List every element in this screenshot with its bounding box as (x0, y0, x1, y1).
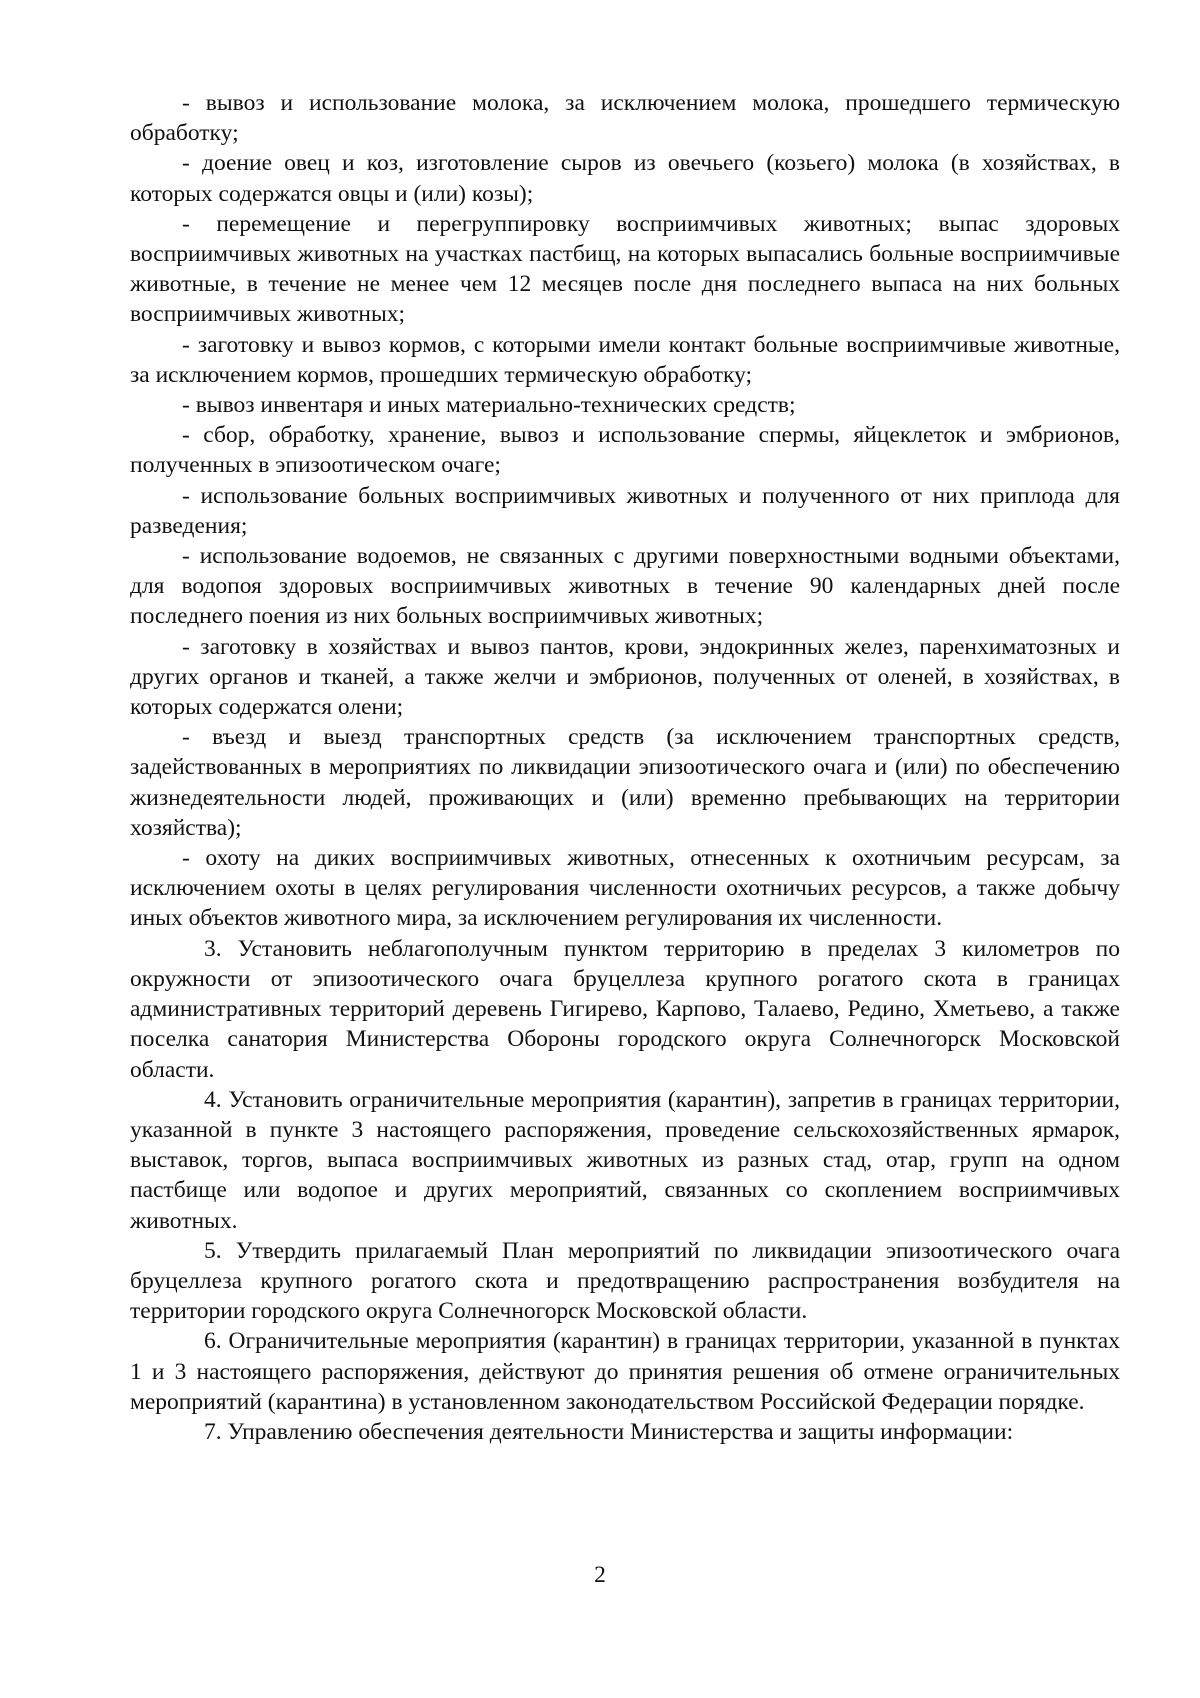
list-item-sperm: - сбор, обработку, хранение, вывоз и использование спермы, яйцеклеток и эмбрионов, полученных в эпизоотическом очаге; (130, 422, 1120, 479)
clause-4: 4. Установить ограничительные мероприятия (карантин), запретив в границах территории, указанной в пункте 3 настоящего распоряжения, проведение сельскохозяйственных ярмарок, выставок, торгов, выпаса восприимчивых животных из разных стад, отар, групп на одном пастбище или водопое и других мероприятий, связанных со скоплением восприимчивых животных. (130, 1086, 1120, 1234)
list-item-feed: - заготовку и вывоз кормов, с которыми имели контакт больные восприимчивые животные, за исключением кормов, прошедших термическую обработку; (130, 331, 1120, 388)
list-item-breeding: - использование больных восприимчивых животных и полученного от них приплода для разведения; (130, 482, 1120, 539)
list-item-milk: - вывоз и использование молока, за исключением молока, прошедшего термическую обработку; (130, 90, 1120, 147)
list-item-inventory: - вывоз инвентаря и иных материально-технических средств; (182, 392, 796, 419)
list-item-grazing: - перемещение и перегруппировку восприимчивых животных; выпас здоровых восприимчивых животных на участках пастбищ, на которых выпасались больные восприимчивые животные, в течение не менее чем 12 месяцев после дня последнего выпаса на них больных восприимчивых животных; (130, 210, 1120, 328)
list-item-deer: - заготовку в хозяйствах и вывоз пантов, крови, эндокринных желез, паренхиматозных и других органов и тканей, а также желчи и эмбрионов, полученных от оленей, в хозяйствах, в которых содержатся олени; (130, 633, 1120, 721)
clause-7: 7. Управлению обеспечения деятельности Министерства и защиты информации: (204, 1418, 1014, 1445)
clause-5: 5. Утвердить прилагаемый План мероприятий по ликвидации эпизоотического очага бруцеллеза крупного рогатого скота и предотвращению распространения возбудителя на территории городского округа Солнечногорск Московской области. (130, 1237, 1120, 1325)
document-body (130, 88, 1120, 1447)
page-number: 2 (594, 1562, 606, 1588)
list-item-milking: - доение овец и коз, изготовление сыров из овечьего (козьего) молока (в хозяйствах, в которых содержатся овцы и (или) козы); (130, 150, 1120, 207)
list-item-hunting: - охоту на диких восприимчивых животных, отнесенных к охотничьим ресурсам, за исключением охоты в целях регулирования численности охотничьих ресурсов, а также добычу иных объектов животного мира, за исключением регулирования их численности. (130, 845, 1120, 932)
list-item-water: - использование водоемов, не связанных с другими поверхностными водными объектами, для водопоя здоровых восприимчивых животных в течение 90 календарных дней после последнего поения из них больных восприимчивых животных; (130, 543, 1120, 630)
clause-6: 6. Ограничительные мероприятия (карантин) в границах территории, указанной в пунктах 1 и 3 настоящего распоряжения, действуют до принятия решения об отмене ограничительных мероприятий (карантина) в установленном законодательством Российской Федерации порядке. (130, 1328, 1120, 1415)
clause-3: 3. Установить неблагополучным пунктом территорию в пределах 3 километров по окружности от эпизоотического очага бруцеллеза крупного рогатого скота в границах административных территорий деревень Гигирево, Карпово, Талаево, Редино, Хметьево, а также поселка санатория Министерства Обороны городского округа Солнечногорск Московской области. (130, 935, 1120, 1083)
list-item-vehicles: - въезд и выезд транспортных средств (за исключением транспортных средств, задействованных в мероприятиях по ликвидации эпизоотического очага и (или) по обеспечению жизнедеятельности людей, проживающих и (или) временно пребывающих на территории хозяйства); (130, 724, 1120, 841)
